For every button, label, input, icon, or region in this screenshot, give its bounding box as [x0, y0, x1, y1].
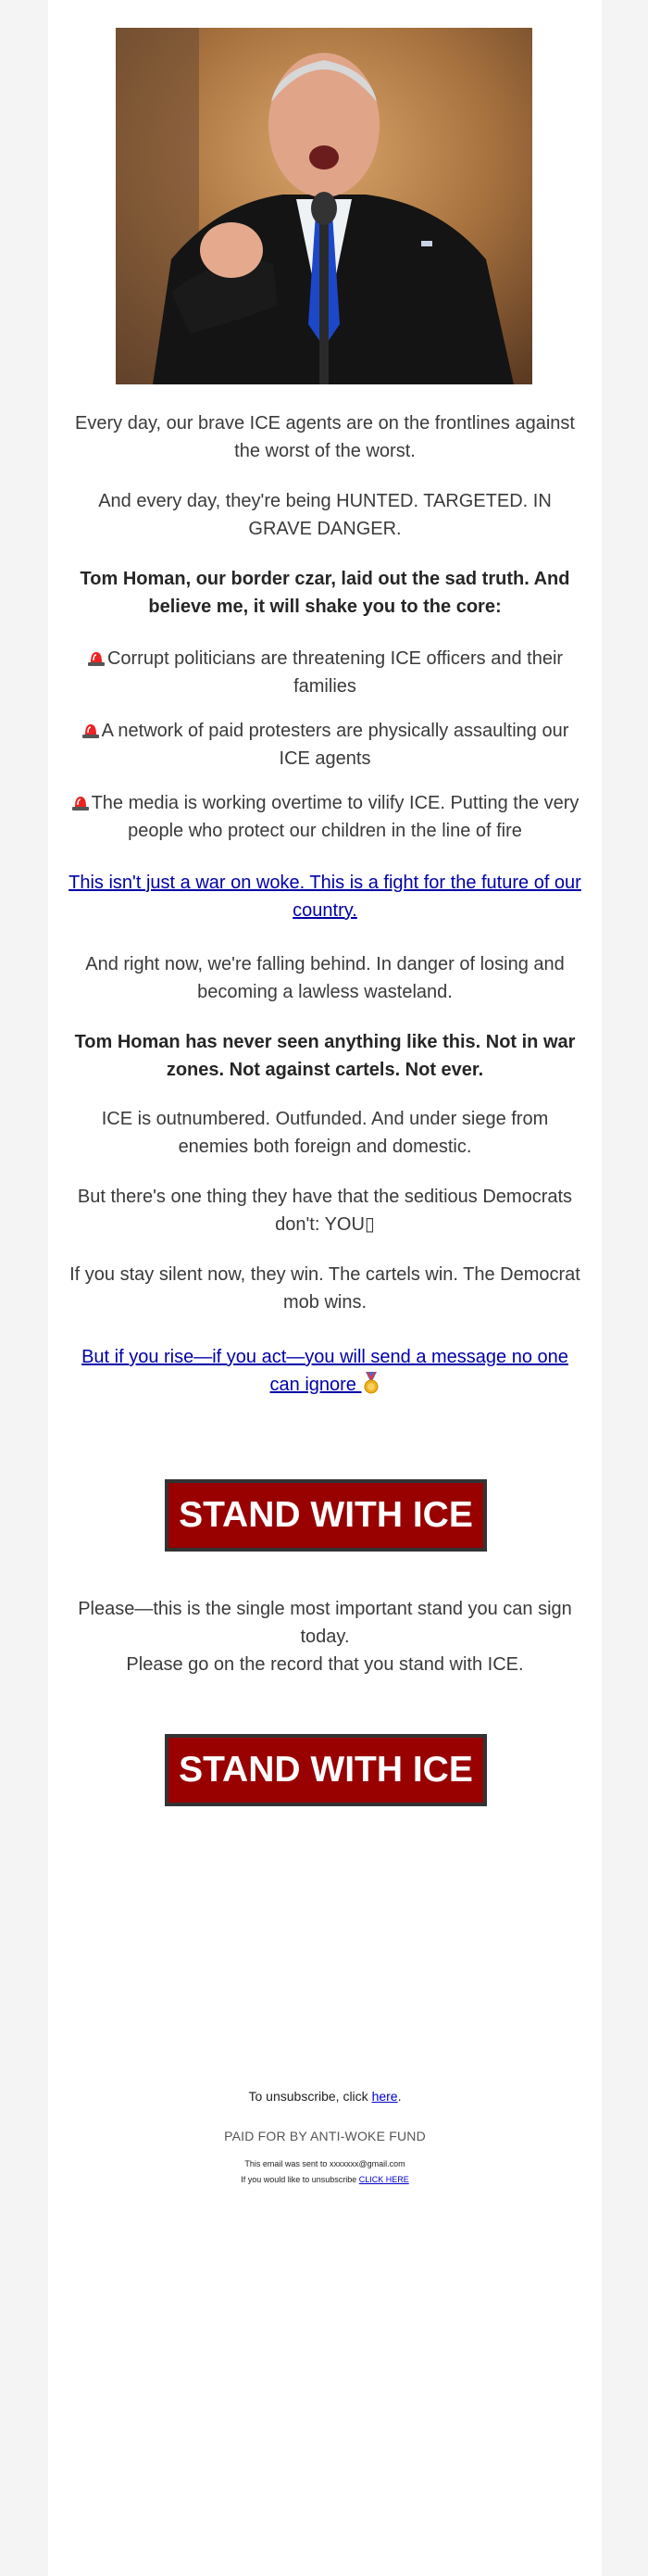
intro-paragraph: Every day, our brave ICE agents are on the frontlines against the worst of the worst.: [75, 413, 575, 461]
email-body: [48, 0, 602, 2576]
police-siren-icon: [81, 722, 100, 738]
bullet-corrupt-politicians: [69, 645, 581, 700]
bullet-paid-protesters: [69, 717, 581, 773]
unsubscribe-suffix: .: [397, 2089, 402, 2104]
war-on-woke-link[interactable]: This isn't just a war on woke. This is a fight for the future of our country.: [69, 873, 581, 921]
please-line-1: Please—this is the single most important stand you can sign today.: [78, 1599, 572, 1647]
stay-silent-paragraph: If you stay silent now, they win. The cartels win. The Democrat mob wins.: [69, 1264, 580, 1313]
rise-link[interactable]: [81, 1347, 568, 1395]
bullet-media: [69, 789, 581, 845]
homan-truth-paragraph: Tom Homan, our border czar, laid out the sad truth. And believe me, it will shake you to the core:: [80, 569, 570, 617]
stand-with-ice-button-2[interactable]: STAND WITH ICE: [165, 1734, 487, 1806]
unsubscribe-line: [69, 2089, 581, 2104]
outnumbered-paragraph: ICE is outnumbered. Outfunded. And under siege from enemies both foreign and domestic.: [101, 1109, 549, 1157]
bullet-text: Corrupt politicians are threatening ICE officers and their families: [106, 648, 564, 697]
war-on-woke-paragraph: [69, 869, 581, 924]
rise-paragraph: [69, 1343, 581, 1399]
medal-icon: [363, 1372, 380, 1394]
police-siren-icon: [87, 649, 106, 666]
please-paragraph: [69, 1595, 581, 1678]
unsubscribe-here-link[interactable]: here: [371, 2089, 398, 2104]
please-line-2: Please go on the record that you stand with ICE.: [126, 1654, 524, 1675]
hunted-paragraph: And every day, they're being HUNTED. TARGETED. IN GRAVE DANGER.: [98, 491, 552, 539]
bullet-text: The media is working overtime to vilify ICE. Putting the very people who protect our children in the line of fire: [91, 793, 579, 841]
hero-photo: [116, 28, 532, 384]
unsubscribe-click-here-link[interactable]: CLICK HERE: [358, 2175, 409, 2184]
never-seen-paragraph: Tom Homan has never seen anything like this. Not in war zones. Not against cartels. Not ever.: [74, 1032, 576, 1080]
hero-photo-illustration: [116, 28, 532, 384]
one-thing-paragraph: But there's one thing they have that the seditious Democrats don't: YOU▯: [77, 1187, 573, 1235]
sent-to-line: This email was sent to xxxxxxx@gmail.com: [244, 2159, 405, 2168]
falling-behind-paragraph: And right now, we're falling behind. In danger of losing and becoming a lawless wasteland.: [85, 954, 565, 1002]
unsubscribe-click-line: [69, 2175, 581, 2184]
paid-for-disclaimer: PAID FOR BY ANTI-WOKE FUND: [224, 2129, 426, 2143]
rise-link-text: But if you rise—if you act—you will send a message no one can ignore: [81, 1347, 568, 1395]
unsubscribe-prefix: To unsubscribe, click: [248, 2089, 372, 2104]
stand-with-ice-button-1[interactable]: STAND WITH ICE: [165, 1479, 487, 1552]
police-siren-icon: [71, 794, 90, 810]
unsubscribe-click-prefix: If you would like to unsubscribe: [241, 2175, 359, 2184]
bullet-text: A network of paid protesters are physically assaulting our ICE agents: [101, 721, 569, 769]
